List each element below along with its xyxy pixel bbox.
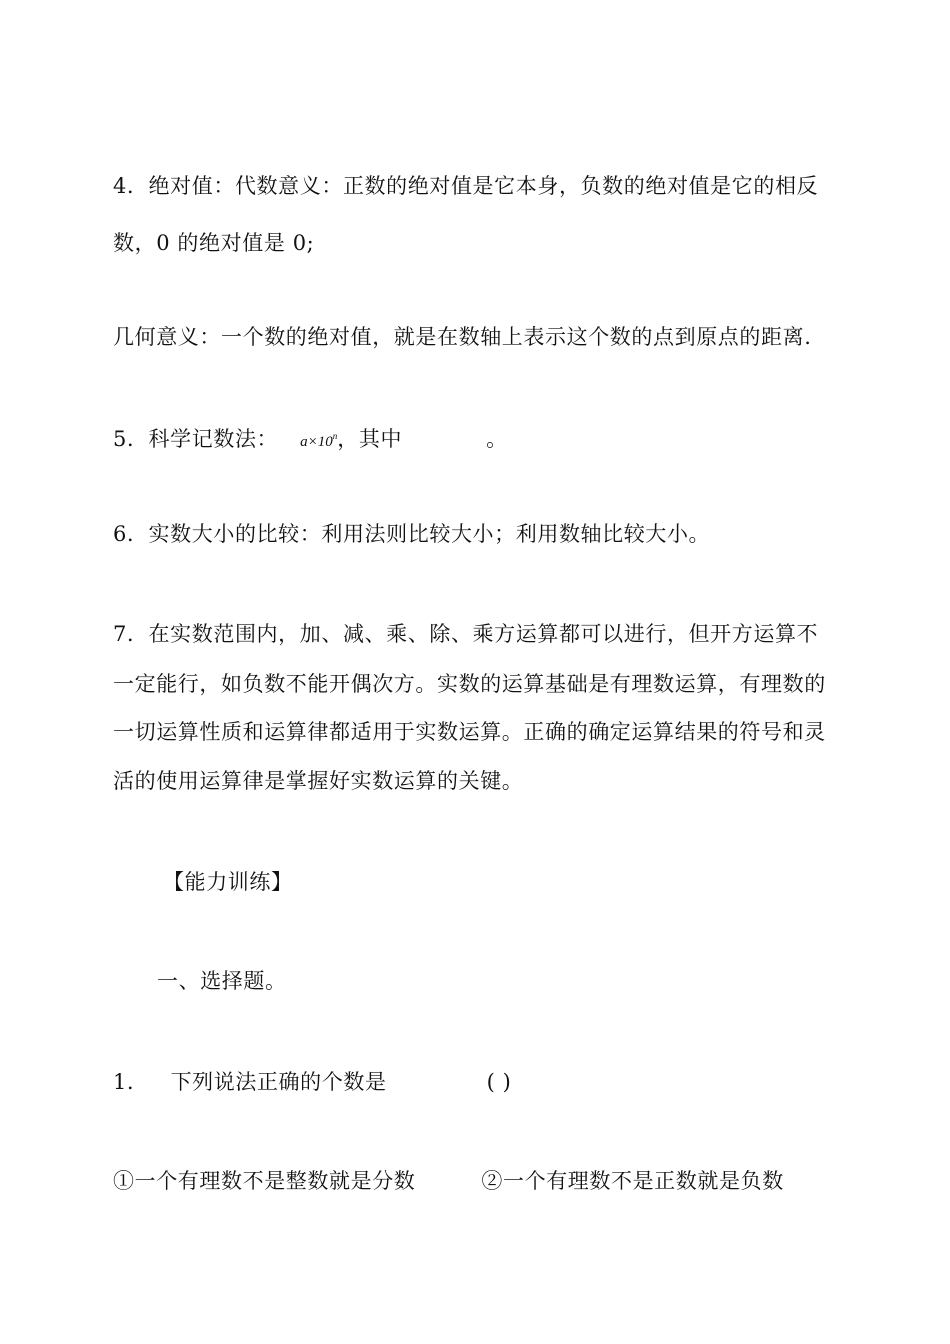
option-2: ②一个有理数不是正数就是负数	[481, 1169, 784, 1193]
option-1: ①一个有理数不是整数就是分数	[113, 1169, 416, 1193]
scientific-notation-formula	[300, 431, 338, 450]
p7-line3: 一切运算性质和运算律都适用于实数运算。正确的确定运算结果的符号和灵	[113, 720, 826, 744]
p5-line	[113, 421, 508, 457]
question-1	[113, 1067, 511, 1097]
part1-heading: 一、选择题。	[157, 969, 287, 993]
p5-prefix: 5．科学记数法：	[113, 427, 279, 451]
question-1-number: 1．	[113, 1070, 149, 1094]
p5-end: 。	[486, 427, 508, 451]
p4-line1: 4．绝对值：代数意义：正数的绝对值是它本身，负数的绝对值是它的相反	[113, 174, 819, 198]
formula-base: a×10	[300, 434, 333, 450]
p7-line4: 活的使用运算律是掌握好实数运算的关键。	[113, 769, 524, 793]
p7-line2: 一定能行，如负数不能开偶次方。实数的运算基础是有理数运算，有理数的	[113, 672, 826, 696]
question-1-answer-bracket: ( )	[486, 1070, 512, 1094]
p7-line1: 7．在实数范围内，加、减、乘、除、乘方运算都可以进行，但开方运算不	[113, 622, 819, 646]
training-heading: 【能力训练】	[163, 870, 293, 894]
p4-line2: 数，0 的绝对值是 0;	[113, 231, 315, 255]
p6-line: 6．实数大小的比较：利用法则比较大小；利用数轴比较大小。	[113, 522, 711, 546]
question-1-options	[113, 1166, 784, 1196]
question-1-text: 下列说法正确的个数是	[170, 1070, 387, 1094]
p5-after-formula: ，其中	[337, 427, 403, 451]
p4-geometry-line: 几何意义：一个数的绝对值，就是在数轴上表示这个数的点到原点的距离.	[113, 325, 812, 349]
formula-exponent: n	[332, 431, 338, 441]
